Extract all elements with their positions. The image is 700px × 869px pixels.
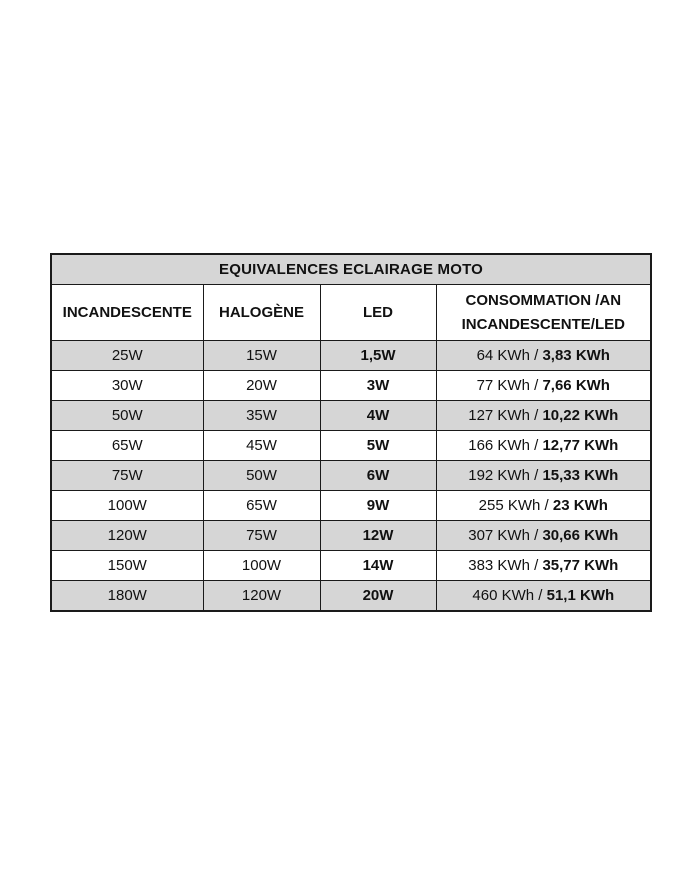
table-row <box>51 371 651 401</box>
conso-separator: / <box>529 467 543 484</box>
cell-halogene: 100W <box>203 551 320 581</box>
conso-separator: / <box>529 407 543 424</box>
conso-incandescente: 460 KWh <box>472 587 535 604</box>
cell-consommation <box>436 371 651 401</box>
conso-incandescente: 383 KWh <box>468 557 530 574</box>
cell-incandescente: 150W <box>51 551 203 581</box>
cell-incandescente: 65W <box>51 431 203 461</box>
cell-halogene: 20W <box>203 371 320 401</box>
conso-separator: / <box>529 347 543 364</box>
table-row <box>51 491 651 521</box>
conso-separator: / <box>529 557 543 574</box>
conso-incandescente: 255 KWh <box>478 497 541 514</box>
table-row <box>51 431 651 461</box>
table-row <box>51 581 651 612</box>
table-header-row <box>51 285 651 341</box>
conso-separator: / <box>529 527 543 544</box>
table-row <box>51 401 651 431</box>
cell-halogene: 15W <box>203 341 320 371</box>
cell-consommation <box>436 401 651 431</box>
cell-led: 20W <box>320 581 436 612</box>
cell-consommation <box>436 521 651 551</box>
conso-led: 15,33 KWh <box>542 467 619 484</box>
cell-led: 5W <box>320 431 436 461</box>
conso-separator: / <box>529 377 543 394</box>
header-incandescente: INCANDESCENTE <box>51 285 203 341</box>
cell-incandescente: 180W <box>51 581 203 612</box>
conso-incandescente: 127 KWh <box>468 407 530 424</box>
conso-led: 35,77 KWh <box>542 557 619 574</box>
table-row <box>51 551 651 581</box>
cell-incandescente: 75W <box>51 461 203 491</box>
conso-led: 23 KWh <box>552 497 608 514</box>
conso-led: 51,1 KWh <box>546 587 615 604</box>
cell-incandescente: 100W <box>51 491 203 521</box>
cell-consommation <box>436 581 651 612</box>
cell-halogene: 120W <box>203 581 320 612</box>
cell-halogene: 35W <box>203 401 320 431</box>
header-consommation-line1: CONSOMMATION /AN <box>465 291 622 309</box>
header-consommation-line2: INCANDESCENTE/LED <box>461 315 625 333</box>
conso-separator: / <box>529 437 543 454</box>
conso-led: 30,66 KWh <box>542 527 619 544</box>
cell-incandescente: 120W <box>51 521 203 551</box>
conso-incandescente: 307 KWh <box>468 527 530 544</box>
cell-incandescente: 50W <box>51 401 203 431</box>
header-led: LED <box>320 285 436 341</box>
cell-halogene: 45W <box>203 431 320 461</box>
cell-led: 3W <box>320 371 436 401</box>
conso-incandescente: 77 KWh <box>476 377 530 394</box>
table-row <box>51 341 651 371</box>
cell-incandescente: 25W <box>51 341 203 371</box>
cell-consommation <box>436 551 651 581</box>
cell-led: 6W <box>320 461 436 491</box>
header-consommation <box>436 285 651 341</box>
conso-led: 7,66 KWh <box>542 377 610 394</box>
conso-separator: / <box>540 497 553 514</box>
equivalence-table-container <box>50 253 650 612</box>
cell-halogene: 65W <box>203 491 320 521</box>
conso-incandescente: 64 KWh <box>476 347 530 364</box>
cell-consommation <box>436 461 651 491</box>
cell-led: 1,5W <box>320 341 436 371</box>
cell-led: 12W <box>320 521 436 551</box>
cell-led: 9W <box>320 491 436 521</box>
conso-incandescente: 192 KWh <box>468 467 530 484</box>
conso-led: 3,83 KWh <box>542 347 610 364</box>
table-title-row <box>51 254 651 285</box>
conso-led: 10,22 KWh <box>542 407 619 424</box>
table-row <box>51 521 651 551</box>
table-row <box>51 461 651 491</box>
cell-halogene: 50W <box>203 461 320 491</box>
conso-led: 12,77 KWh <box>542 437 619 454</box>
conso-incandescente: 166 KWh <box>468 437 530 454</box>
header-halogene: HALOGÈNE <box>203 285 320 341</box>
cell-halogene: 75W <box>203 521 320 551</box>
cell-consommation <box>436 341 651 371</box>
cell-led: 4W <box>320 401 436 431</box>
cell-consommation <box>436 431 651 461</box>
conso-separator: / <box>534 587 547 604</box>
table-title: EQUIVALENCES ECLAIRAGE MOTO <box>51 254 651 285</box>
cell-incandescente: 30W <box>51 371 203 401</box>
cell-led: 14W <box>320 551 436 581</box>
cell-consommation <box>436 491 651 521</box>
lighting-equivalence-table <box>50 253 652 612</box>
